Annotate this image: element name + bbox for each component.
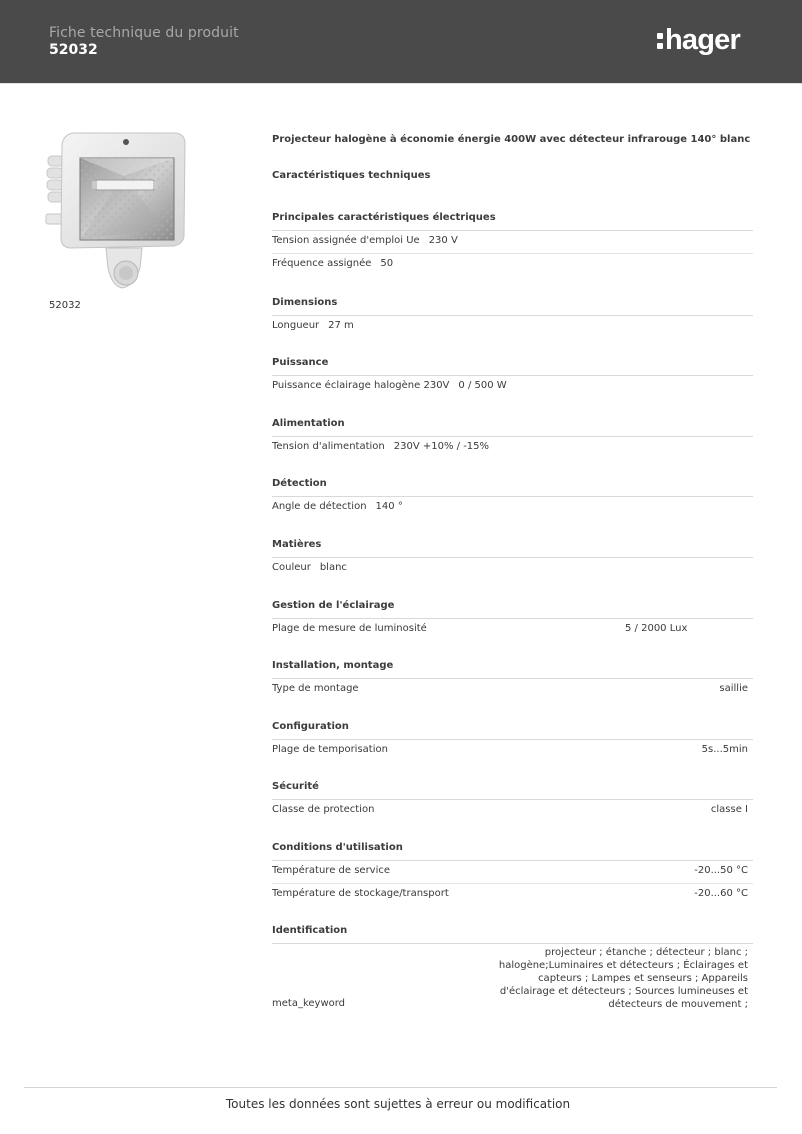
technical-characteristics-heading: Caractéristiques techniques (272, 170, 431, 181)
spec-row (272, 497, 753, 520)
spec-label: Tension d'alimentation (272, 441, 385, 452)
spec-label: Angle de détection (272, 501, 367, 512)
spec-value: 5s...5min (701, 744, 748, 755)
spec-label: Tension assignée d'emploi Ue (272, 235, 420, 246)
spec-value: saillie (719, 683, 748, 694)
section-title: Gestion de l'éclairage (272, 600, 395, 611)
datasheet-content (272, 133, 753, 1010)
document-type-label: Fiche technique du produit (49, 25, 239, 41)
section-identification (272, 924, 753, 1010)
spec-label: Type de montage (272, 683, 359, 694)
spec-label: Fréquence assignée (272, 258, 372, 269)
section-title: Puissance (272, 357, 329, 368)
section-installation (272, 659, 753, 702)
spec-value: classe I (710, 804, 748, 815)
spec-row (272, 884, 753, 907)
section-materials (272, 538, 753, 581)
section-title: Principales caractéristiques électriques (272, 212, 496, 223)
spec-row (272, 800, 753, 823)
section-title: Alimentation (272, 418, 345, 429)
spec-row (272, 558, 753, 581)
product-image (44, 128, 192, 298)
section-title: Sécurité (272, 781, 319, 792)
section-title: Détection (272, 478, 327, 489)
spec-label: Couleur (272, 562, 311, 573)
spec-row (272, 679, 753, 702)
spec-label: meta_keyword (272, 998, 346, 1009)
spec-row (272, 861, 753, 884)
section-title: Identification (272, 925, 348, 936)
spec-label: Température de service (272, 865, 391, 876)
spec-value-keywords: projecteur ; étanche ; détecteur ; blanc ; halogène;Luminaires et détecteurs ; Éclairages et capteurs ; Lampes et senseurs ; Appareils d'éclairage et détecteurs ; Sources lumineuses et détecteurs de mouvement ; (498, 947, 748, 1010)
section-title: Conditions d'utilisation (272, 842, 403, 853)
spec-label: Classe de protection (272, 804, 375, 815)
spec-row (272, 254, 753, 277)
spec-row (272, 437, 753, 460)
spec-value: -20...60 °C (694, 888, 748, 899)
spec-row (272, 740, 753, 763)
spec-value: 0 / 500 W (458, 380, 507, 391)
logo-colon-icon (657, 31, 664, 51)
spec-value: 140 ° (375, 501, 403, 512)
spec-value: blanc (319, 562, 347, 573)
spec-row (272, 944, 753, 1010)
section-detection (272, 477, 753, 520)
product-title: Projecteur halogène à économie énergie 400W avec détecteur infrarouge 140° blanc (272, 134, 751, 145)
hager-logo (657, 24, 740, 56)
section-title: Configuration (272, 721, 349, 732)
section-electrical (272, 211, 753, 277)
product-image-caption: 52032 (49, 300, 81, 311)
section-supply (272, 417, 753, 460)
section-title: Installation, montage (272, 660, 394, 671)
spec-row (272, 231, 753, 254)
section-title: Dimensions (272, 297, 338, 308)
page-header (0, 0, 802, 84)
spec-label: Température de stockage/transport (272, 888, 449, 899)
section-safety (272, 780, 753, 823)
footer-divider (24, 1087, 777, 1088)
spec-label: Puissance éclairage halogène 230V (272, 380, 450, 391)
section-operating-conditions (272, 841, 753, 907)
spec-value: 230 V (428, 235, 458, 246)
section-title: Matières (272, 539, 322, 550)
section-power (272, 356, 753, 399)
product-reference: 52032 (49, 42, 98, 58)
spec-row (272, 619, 753, 642)
spec-label: Longueur (272, 320, 320, 331)
section-configuration (272, 720, 753, 763)
spec-row (272, 316, 753, 339)
spec-value: 230V +10% / -15% (393, 441, 490, 452)
spec-label: Plage de mesure de luminosité (272, 623, 427, 634)
brand-name: hager (665, 24, 740, 56)
spec-value: 50 (380, 258, 394, 269)
spec-label: Plage de temporisation (272, 744, 388, 755)
section-dimensions (272, 296, 753, 339)
spec-value: 27 m (328, 320, 354, 331)
section-lighting-management (272, 599, 753, 642)
spec-value: -20...50 °C (694, 865, 748, 876)
spec-row (272, 376, 753, 399)
spec-value: 5 / 2000 Lux (625, 623, 688, 634)
disclaimer-note: Toutes les données sont sujettes à erreur ou modification (225, 1097, 571, 1111)
floodlight-icon (44, 128, 192, 298)
